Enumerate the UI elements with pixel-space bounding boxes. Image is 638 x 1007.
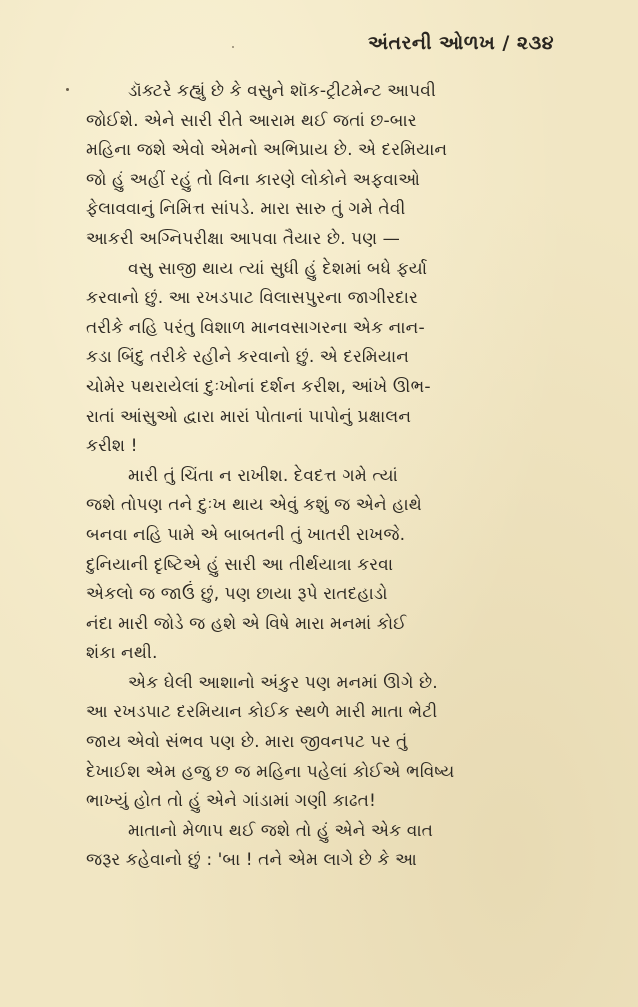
text-line: વસુ સાજી થાય ત્યાં સુધી હું દેશમાં બધે ફર્યા [128,258,428,279]
text-line: આકરી અગ્નિપરીક્ષા આપવા તૈયાર છે. પણ — [86,228,400,249]
text-line: તરીકે નહિ પરંતુ વિશાળ માનવસાગરના એક નાન- [86,317,425,338]
body-text [86,77,561,876]
text-line: નંદા મારી જોડે જ હશે એ વિષે મારા મનમાં કોઈ [86,613,407,634]
paragraph [86,77,561,255]
running-head: અંતરની ઓળખ / ૨૩૪ [367,32,554,54]
text-line: રાતાં આંસુઓ દ્વારા મારાં પોતાનાં પાપોનું પ્રક્ષાલન [86,406,412,427]
text-line: ફેલાવવાનું નિમિત્ત સાંપડે. મારા સારુ તું ગમે તેવી [86,199,406,220]
text-line: જશે તોપણ તને દુઃખ થાય એવું કશું જ એને હાથે [86,495,422,516]
text-line: જોઈશે. એને સારી રીતે આરામ થઈ જતાં છ-બાર [86,110,417,131]
text-line: મહિના જશે એવો એમનો અભિપ્રાય છે. એ દરમિયાન [86,140,448,161]
print-speck [232,46,234,48]
text-line: ડૉક્ટરે કહ્યું છે કે વસુને શૉક-ટ્રીટમેન્ટ આપવી [128,81,436,101]
text-line: ચોમેર પથરાયેલાં દુઃખોનાં દર્શન કરીશ, આંખે ઊભ- [86,376,431,397]
text-line: કડા બિંદુ તરીકે રહીને કરવાનો છું. એ દરમિયાન [86,347,410,368]
text-line: આ રખડપાટ દરમિયાન કોઈક સ્થળે મારી માતા ભેટી [86,702,438,723]
text-line: દેખાઈશ એમ હજુ છ જ મહિના પહેલાં કોઈએ ભવિષ્ય [86,761,455,782]
print-speck [66,88,69,91]
text-line: જો હું અહીં રહું તો વિના કારણે લોકોને અફવાઓ [86,169,421,190]
text-line: મારી તું ચિંતા ન રાખીશ. દેવદત્ત ગમે ત્યાં [128,465,398,486]
paragraph [86,255,561,462]
paragraph [86,669,561,817]
text-line: જાય એવો સંભવ પણ છે. મારા જીવનપટ પર તું [86,732,408,753]
paragraph [86,817,561,876]
text-line: જરૂર કહેવાનો છું : 'બા ! તને એમ લાગે છે કે આ [86,850,417,871]
text-line: ભાખ્યું હોત તો હું એને ગાંડામાં ગણી કાઢત! [86,791,376,812]
text-line: બનવા નહિ પામે એ બાબતની તું ખાતરી રાખજે. [86,524,406,545]
text-line: કરવાનો છું. આ રખડપાટ વિલાસપુરના જાગીરદાર [86,288,418,309]
paragraph [86,462,561,669]
text-line: દુનિયાની દૃષ્ટિએ હું સારી આ તીર્થયાત્રા કરવા [86,554,394,575]
text-line: શંકા નથી. [86,643,158,664]
text-line: એકલો જ જાઉં છું, પણ છાયા રૂપે રાતદહાડો [86,584,388,605]
text-line: એક ઘેલી આશાનો અંકુર પણ મનમાં ઊગે છે. [128,672,438,693]
text-line: માતાનો મેળાપ થઈ જશે તો હું એને એક વાત [128,820,434,841]
text-line: કરીશ ! [86,436,138,457]
